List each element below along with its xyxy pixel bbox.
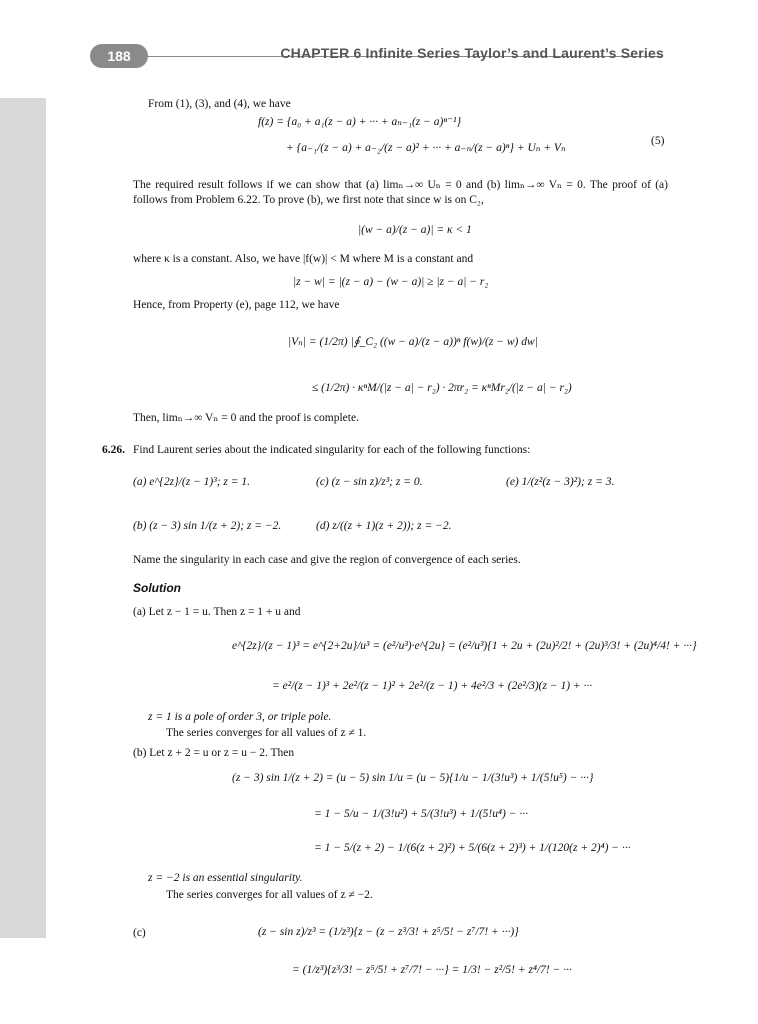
vn-equation-1: |Vₙ| = (1/2π) |∮_C₂ ((w − a)/(z − a))ⁿ f(w)/(z − w) dw| bbox=[288, 336, 538, 348]
problem-number: 6.26. bbox=[102, 444, 125, 456]
paragraph-1: The required result follows if we can show that (a) limₙ→∞ Uₙ = 0 and (b) limₙ→∞ Vₙ = 0. The proof of (a) follows from Problem 6.22. To prove (b), we first note that since w is on C₂, bbox=[133, 179, 668, 206]
page-number: 188 bbox=[90, 44, 148, 68]
problem-part-e: (e) 1/(z²(z − 3)²); z = 3. bbox=[506, 476, 615, 488]
problem-part-d: (d) z/((z + 1)(z + 2)); z = −2. bbox=[316, 520, 452, 532]
equation-5-line-2: + {a₋₁/(z − a) + a₋₂/(z − a)² + ··· + a₋ₙ/(z − a)ⁿ} + Uₙ + Vₙ bbox=[286, 142, 566, 154]
problem-statement: Find Laurent series about the indicated singularity for each of the following functions: bbox=[133, 444, 531, 456]
solution-c-equation-1: (z − sin z)/z³ = (1/z³){z − (z − z³/3! + z⁵/5! − z⁷/7! + ···)} bbox=[258, 926, 519, 938]
solution-a-intro: (a) Let z − 1 = u. Then z = 1 + u and bbox=[133, 606, 301, 618]
intro-text: From (1), (3), and (4), we have bbox=[148, 98, 291, 110]
kappa-equation: |(w − a)/(z − a)| = κ < 1 bbox=[358, 224, 472, 236]
problem-part-a: (a) e^{2z}/(z − 1)³; z = 1. bbox=[133, 476, 251, 488]
solution-b-singularity: z = −2 is an essential singularity. bbox=[148, 872, 303, 884]
distance-inequality: |z − w| = |(z − a) − (w − a)| ≥ |z − a| − r₂ bbox=[293, 276, 489, 288]
solution-b-equation-1: (z − 3) sin 1/(z + 2) = (u − 5) sin 1/u = (u − 5){1/u − 1/(3!u³) + 1/(5!u⁵) − ···} bbox=[232, 772, 594, 784]
paragraph-4: Then, limₙ→∞ Vₙ = 0 and the proof is complete. bbox=[133, 412, 359, 424]
solution-c-label: (c) bbox=[133, 927, 146, 939]
solution-b-equation-2: = 1 − 5/u − 1/(3!u²) + 5/(3!u³) + 1/(5!u⁴) − ··· bbox=[314, 808, 528, 820]
problem-part-c: (c) (z − sin z)/z³; z = 0. bbox=[316, 476, 423, 488]
solution-a-equation-1: e^{2z}/(z − 1)³ = e^{2+2u}/u³ = (e²/u³)·e^{2u} = (e²/u³){1 + 2u + (2u)²/2! + (2u)³/3! + (2u)⁴/4! + ···} bbox=[232, 640, 697, 652]
solution-c-equation-2: = (1/z³){z³/3! − z⁵/5! + z⁷/7! − ···} = 1/3! − z²/5! + z⁴/7! − ··· bbox=[292, 964, 572, 976]
solution-heading: Solution bbox=[133, 581, 181, 595]
solution-a-equation-2: = e²/(z − 1)³ + 2e²/(z − 1)² + 2e²/(z − 1) + 4e²/3 + (2e²/3)(z − 1) + ··· bbox=[272, 680, 593, 692]
problem-ask: Name the singularity in each case and give the region of convergence of each series. bbox=[133, 554, 521, 566]
solution-b-convergence: The series converges for all values of z ≠ −2. bbox=[166, 889, 373, 901]
equation-5-line-1: f(z) = {a₀ + a₁(z − a) + ··· + aₙ₋₁(z − a)ⁿ⁻¹} bbox=[258, 116, 462, 128]
solution-b-intro: (b) Let z + 2 = u or z = u − 2. Then bbox=[133, 747, 295, 759]
paragraph-3: Hence, from Property (e), page 112, we have bbox=[133, 299, 340, 311]
paragraph-2: where κ is a constant. Also, we have |f(w)| < M where M is a constant and bbox=[133, 253, 474, 265]
solution-a-pole: z = 1 is a pole of order 3, or triple pole. bbox=[148, 711, 332, 723]
solution-a-convergence: The series converges for all values of z ≠ 1. bbox=[166, 727, 367, 739]
equation-5-tag: (5) bbox=[651, 135, 665, 147]
page-margin-band bbox=[0, 98, 46, 938]
solution-b-equation-3: = 1 − 5/(z + 2) − 1/(6(z + 2)²) + 5/(6(z + 2)³) + 1/(120(z + 2)⁴) − ··· bbox=[314, 842, 631, 854]
problem-part-b: (b) (z − 3) sin 1/(z + 2); z = −2. bbox=[133, 520, 282, 532]
chapter-title: CHAPTER 6 Infinite Series Taylor’s and Laurent’s Series bbox=[280, 45, 664, 61]
vn-equation-2: ≤ (1/2π) · κⁿM/(|z − a| − r₂) · 2πr₂ = κⁿMr₂/(|z − a| − r₂) bbox=[312, 382, 572, 394]
